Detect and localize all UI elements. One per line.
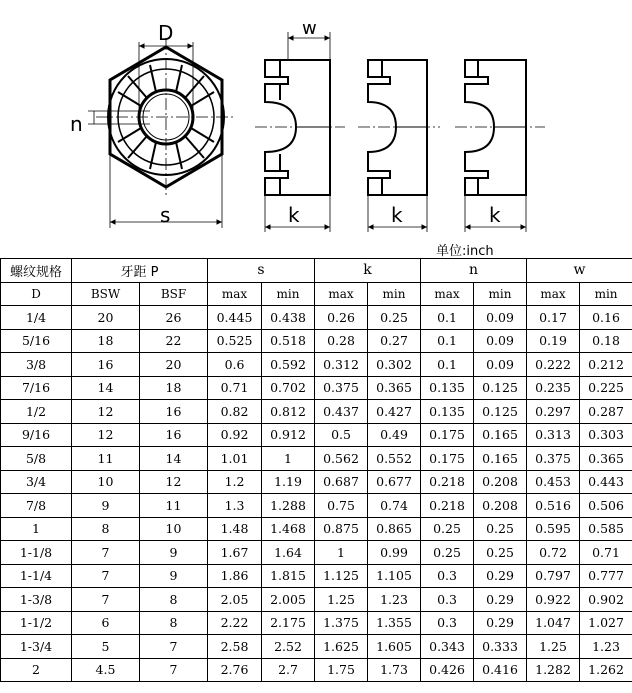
table-cell: 0.6	[208, 353, 262, 377]
subheader-cell: BSW	[72, 282, 140, 306]
table-cell: 0.375	[315, 376, 368, 400]
table-cell: 0.445	[208, 306, 262, 330]
table-cell: 0.49	[368, 423, 421, 447]
table-cell: 0.28	[315, 329, 368, 353]
table-row	[1, 564, 632, 588]
table-cell: 0.427	[368, 400, 421, 424]
label-D: D	[158, 21, 174, 45]
table-row	[1, 494, 632, 518]
table-cell: 5/8	[1, 447, 72, 471]
table-cell: 0.125	[474, 400, 527, 424]
subheader-cell: max	[208, 282, 262, 306]
table-cell: 0.71	[580, 541, 632, 565]
table-cell: 0.208	[474, 494, 527, 518]
table-cell: 8	[72, 517, 140, 541]
table-cell: 0.287	[580, 400, 632, 424]
table-cell: 0.17	[527, 306, 580, 330]
table-cell: 1/2	[1, 400, 72, 424]
table-row	[1, 541, 632, 565]
table-row	[1, 306, 632, 330]
table-cell: 16	[140, 423, 208, 447]
table-row	[1, 329, 632, 353]
table-cell: 1.047	[527, 611, 580, 635]
table-cell: 0.592	[262, 353, 315, 377]
label-k-2: k	[391, 203, 403, 227]
table-cell: 0.225	[580, 376, 632, 400]
table-cell: 1.25	[527, 635, 580, 659]
table-cell: 7	[72, 588, 140, 612]
table-cell: 9/16	[1, 423, 72, 447]
table-cell: 1.125	[315, 564, 368, 588]
table-cell: 1.282	[527, 658, 580, 682]
table-cell: 26	[140, 306, 208, 330]
table-cell: 0.506	[580, 494, 632, 518]
table-cell: 1.355	[368, 611, 421, 635]
table-cell: 0.71	[208, 376, 262, 400]
table-cell: 0.135	[421, 400, 474, 424]
table-cell: 1.48	[208, 517, 262, 541]
table-cell: 2.58	[208, 635, 262, 659]
header-w: w	[527, 259, 632, 283]
table-cell: 11	[72, 447, 140, 471]
table-cell: 0.218	[421, 494, 474, 518]
label-n: n	[70, 112, 83, 136]
table-cell: 2.7	[262, 658, 315, 682]
table-cell: 1.625	[315, 635, 368, 659]
table-cell: 0.09	[474, 329, 527, 353]
table-cell: 1.23	[368, 588, 421, 612]
table-cell: 0.222	[527, 353, 580, 377]
label-w: w	[302, 18, 317, 39]
table-cell: 0.677	[368, 470, 421, 494]
table-cell: 0.453	[527, 470, 580, 494]
table-cell: 1.027	[580, 611, 632, 635]
table-cell: 0.75	[315, 494, 368, 518]
table-cell: 1.86	[208, 564, 262, 588]
table-cell: 7	[140, 635, 208, 659]
table-row	[1, 635, 632, 659]
label-k-3: k	[489, 203, 501, 227]
dimension-table	[0, 258, 632, 682]
table-cell: 1.64	[262, 541, 315, 565]
table-cell: 0.333	[474, 635, 527, 659]
table-cell: 0.312	[315, 353, 368, 377]
table-cell: 0.165	[474, 447, 527, 471]
table-cell: 7	[140, 658, 208, 682]
subheader-cell: max	[315, 282, 368, 306]
subheader-cell: max	[421, 282, 474, 306]
header-k: k	[315, 259, 421, 283]
table-cell: 1/4	[1, 306, 72, 330]
table-cell: 0.16	[580, 306, 632, 330]
table-cell: 0.438	[262, 306, 315, 330]
table-cell: 14	[140, 447, 208, 471]
table-cell: 0.416	[474, 658, 527, 682]
table-cell: 0.865	[368, 517, 421, 541]
table-cell: 1.262	[580, 658, 632, 682]
table-cell: 0.313	[527, 423, 580, 447]
table-row	[1, 658, 632, 682]
table-cell: 1	[1, 517, 72, 541]
table-cell: 0.812	[262, 400, 315, 424]
table-cell: 1.3	[208, 494, 262, 518]
table-cell: 1.73	[368, 658, 421, 682]
table-cell: 0.437	[315, 400, 368, 424]
table-row	[1, 588, 632, 612]
table-cell: 1.375	[315, 611, 368, 635]
table-cell: 1.468	[262, 517, 315, 541]
table-cell: 9	[72, 494, 140, 518]
table-cell: 9	[140, 541, 208, 565]
table-cell: 0.29	[474, 611, 527, 635]
table-cell: 0.303	[580, 423, 632, 447]
table-cell: 2.05	[208, 588, 262, 612]
table-cell: 0.09	[474, 353, 527, 377]
table-cell: 8	[140, 611, 208, 635]
table-cell: 1-3/8	[1, 588, 72, 612]
table-cell: 20	[140, 353, 208, 377]
table-cell: 1-1/8	[1, 541, 72, 565]
table-cell: 3/8	[1, 353, 72, 377]
table-cell: 0.343	[421, 635, 474, 659]
table-cell: 0.922	[527, 588, 580, 612]
table-cell: 2	[1, 658, 72, 682]
table-cell: 0.516	[527, 494, 580, 518]
table-cell: 1.25	[315, 588, 368, 612]
table-cell: 7/8	[1, 494, 72, 518]
table-cell: 1	[262, 447, 315, 471]
table-cell: 0.92	[208, 423, 262, 447]
table-cell: 7/16	[1, 376, 72, 400]
table-cell: 0.09	[474, 306, 527, 330]
table-cell: 0.235	[527, 376, 580, 400]
table-cell: 20	[72, 306, 140, 330]
table-row	[1, 470, 632, 494]
table-cell: 0.525	[208, 329, 262, 353]
table-cell: 18	[140, 376, 208, 400]
table-cell: 0.375	[527, 447, 580, 471]
table-row	[1, 611, 632, 635]
table-cell: 0.797	[527, 564, 580, 588]
table-cell: 1.105	[368, 564, 421, 588]
table-cell: 1.288	[262, 494, 315, 518]
table-cell: 2.005	[262, 588, 315, 612]
table-cell: 0.1	[421, 329, 474, 353]
table-cell: 0.562	[315, 447, 368, 471]
table-cell: 8	[140, 588, 208, 612]
table-cell: 0.25	[421, 517, 474, 541]
label-k-1: k	[288, 203, 300, 227]
table-cell: 0.25	[474, 517, 527, 541]
table-cell: 1.01	[208, 447, 262, 471]
table-cell: 0.595	[527, 517, 580, 541]
subheader-cell: min	[580, 282, 632, 306]
table-cell: 0.3	[421, 564, 474, 588]
table-cell: 5	[72, 635, 140, 659]
table-cell: 2.175	[262, 611, 315, 635]
table-row	[1, 353, 632, 377]
header-n: n	[421, 259, 527, 283]
table-cell: 0.297	[527, 400, 580, 424]
table-body	[1, 306, 632, 682]
table-cell: 0.552	[368, 447, 421, 471]
table-subheader-row	[1, 282, 632, 306]
table-cell: 2.22	[208, 611, 262, 635]
table-cell: 1.2	[208, 470, 262, 494]
table-cell: 0.82	[208, 400, 262, 424]
table-cell: 10	[140, 517, 208, 541]
header-spec: 螺纹规格	[1, 259, 72, 283]
table-cell: 1.19	[262, 470, 315, 494]
subheader-cell: max	[527, 282, 580, 306]
table-cell: 0.302	[368, 353, 421, 377]
table-cell: 0.426	[421, 658, 474, 682]
table-row	[1, 400, 632, 424]
table-cell: 1.67	[208, 541, 262, 565]
table-cell: 0.74	[368, 494, 421, 518]
table-cell: 0.25	[368, 306, 421, 330]
table-cell: 10	[72, 470, 140, 494]
subheader-cell: min	[474, 282, 527, 306]
table-row	[1, 376, 632, 400]
table-cell: 12	[72, 400, 140, 424]
table-cell: 1.75	[315, 658, 368, 682]
header-s: s	[208, 259, 315, 283]
table-cell: 7	[72, 564, 140, 588]
table-cell: 0.365	[580, 447, 632, 471]
table-cell: 14	[72, 376, 140, 400]
header-pitch: 牙距 P	[72, 259, 208, 283]
subheader-cell: min	[262, 282, 315, 306]
table-cell: 2.76	[208, 658, 262, 682]
table-cell: 1-1/4	[1, 564, 72, 588]
table-row	[1, 423, 632, 447]
table-cell: 0.125	[474, 376, 527, 400]
table-cell: 0.912	[262, 423, 315, 447]
table-cell: 0.29	[474, 588, 527, 612]
table-cell: 0.18	[580, 329, 632, 353]
table-cell: 0.19	[527, 329, 580, 353]
table-cell: 16	[140, 400, 208, 424]
table-cell: 12	[140, 470, 208, 494]
table-cell: 0.99	[368, 541, 421, 565]
table-cell: 2.52	[262, 635, 315, 659]
table-cell: 1.23	[580, 635, 632, 659]
table-cell: 0.175	[421, 447, 474, 471]
table-cell: 0.208	[474, 470, 527, 494]
table-cell: 0.175	[421, 423, 474, 447]
nut-top-view	[88, 38, 236, 228]
unit-label: 单位:inch	[436, 244, 494, 259]
table-cell: 16	[72, 353, 140, 377]
nut-side-view-1	[255, 32, 345, 232]
table-cell: 0.365	[368, 376, 421, 400]
table-row	[1, 447, 632, 471]
table-cell: 0.1	[421, 306, 474, 330]
table-cell: 0.443	[580, 470, 632, 494]
table-cell: 0.875	[315, 517, 368, 541]
table-cell: 7	[72, 541, 140, 565]
table-cell: 0.218	[421, 470, 474, 494]
table-cell: 1	[315, 541, 368, 565]
table-cell: 0.27	[368, 329, 421, 353]
table-cell: 6	[72, 611, 140, 635]
table-cell: 22	[140, 329, 208, 353]
table-cell: 0.585	[580, 517, 632, 541]
table-cell: 18	[72, 329, 140, 353]
table-cell: 0.902	[580, 588, 632, 612]
table-cell: 0.135	[421, 376, 474, 400]
table-cell: 0.3	[421, 611, 474, 635]
table-cell: 1.605	[368, 635, 421, 659]
table-cell: 1-1/2	[1, 611, 72, 635]
table-cell: 4.5	[72, 658, 140, 682]
table-cell: 0.25	[474, 541, 527, 565]
nut-technical-drawing	[0, 0, 632, 262]
table-cell: 11	[140, 494, 208, 518]
table-cell: 0.26	[315, 306, 368, 330]
table-cell: 9	[140, 564, 208, 588]
table-cell: 1-3/4	[1, 635, 72, 659]
table-cell: 0.777	[580, 564, 632, 588]
table-cell: 0.3	[421, 588, 474, 612]
table-cell: 0.518	[262, 329, 315, 353]
table-header-row	[1, 259, 632, 283]
table-cell: 5/16	[1, 329, 72, 353]
header-spec-d: D	[1, 282, 72, 306]
table-row	[1, 517, 632, 541]
table-cell: 0.25	[421, 541, 474, 565]
table-cell: 0.687	[315, 470, 368, 494]
table-cell: 12	[72, 423, 140, 447]
table-cell: 0.212	[580, 353, 632, 377]
label-s: s	[160, 203, 171, 227]
subheader-cell: BSF	[140, 282, 208, 306]
table-cell: 1.815	[262, 564, 315, 588]
table-cell: 0.165	[474, 423, 527, 447]
table-cell: 0.1	[421, 353, 474, 377]
table-cell: 0.5	[315, 423, 368, 447]
table-cell: 0.72	[527, 541, 580, 565]
table-cell: 0.702	[262, 376, 315, 400]
table-cell: 0.29	[474, 564, 527, 588]
subheader-cell: min	[368, 282, 421, 306]
table-cell: 3/4	[1, 470, 72, 494]
